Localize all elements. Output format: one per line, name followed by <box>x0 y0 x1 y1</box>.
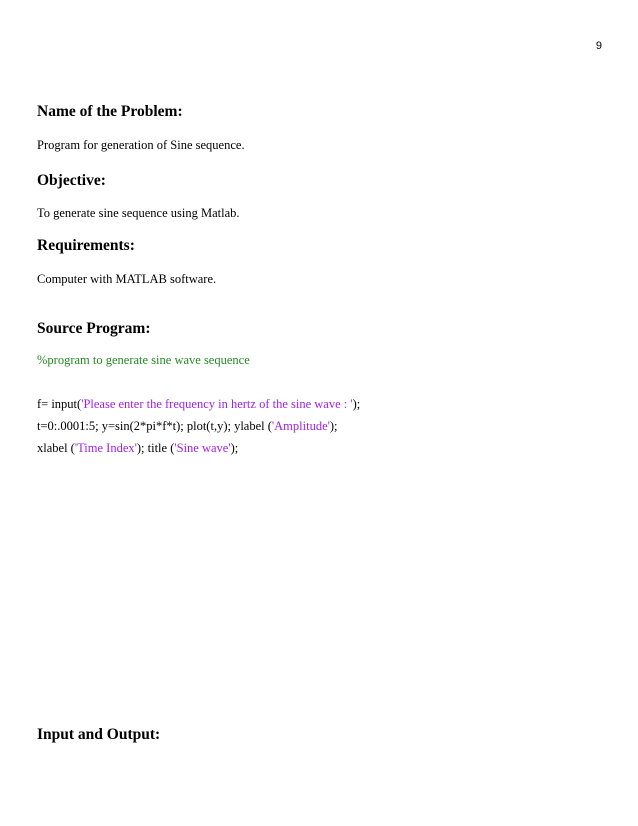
code-line-1 <box>37 397 360 412</box>
objective-text: To generate sine sequence using Matlab. <box>37 206 240 220</box>
code-string: 'Amplitude' <box>271 419 330 433</box>
code-text: f= input( <box>37 397 82 411</box>
code-line-3 <box>37 441 238 456</box>
code-string: 'Sine wave' <box>174 441 231 455</box>
page-number: 9 <box>595 40 602 52</box>
code-string: 'Please enter the frequency in hertz of the sine wave : ' <box>81 397 353 411</box>
input-output-heading: Input and Output: <box>37 726 161 743</box>
requirements-text: Computer with MATLAB software. <box>37 272 217 286</box>
source-program-heading: Source Program: <box>37 320 151 337</box>
code-text: ); <box>352 397 361 411</box>
code-string: 'Time Index' <box>74 441 137 455</box>
code-text: ); <box>329 419 338 433</box>
requirements-heading: Requirements: <box>37 237 135 254</box>
code-text: ); title ( <box>136 441 175 455</box>
code-comment: %program to generate sine wave sequence <box>37 353 250 367</box>
code-text: xlabel ( <box>37 441 75 455</box>
objective-heading: Objective: <box>37 172 106 189</box>
code-line-2 <box>37 419 338 434</box>
problem-heading: Name of the Problem: <box>37 103 183 120</box>
code-text: ); <box>230 441 239 455</box>
code-text: t=0:.0001:5; y=sin(2*pi*f*t); plot(t,y); ylabel ( <box>37 419 272 433</box>
problem-text: Program for generation of Sine sequence. <box>37 138 245 152</box>
